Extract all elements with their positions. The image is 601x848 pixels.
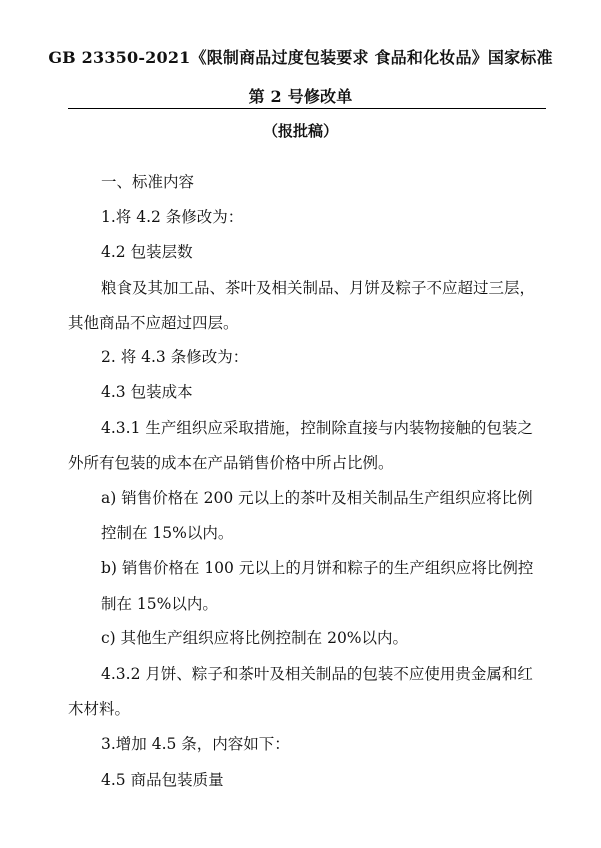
document-title-line-2: 第 2 号修改单	[248, 87, 353, 106]
draft-status-note: （报批稿）	[262, 122, 338, 140]
amendment-item-1: 1.将 4.2 条修改为：	[101, 208, 244, 226]
section-heading: 一、标准内容	[101, 173, 195, 191]
clause-4-3-1-line-1: 4.3.1 生产组织应采取措施，控制除直接与内装物接触的包装之	[101, 419, 533, 437]
amendment-item-3: 3.增加 4.5 条，内容如下：	[101, 735, 290, 753]
clause-item-b-line-1: b) 销售价格在 100 元以上的月饼和粽子的生产组织应将比例控	[101, 559, 534, 577]
clause-4-5-heading: 4.5 商品包装质量	[101, 771, 224, 789]
amendment-item-2: 2. 将 4.3 条修改为：	[101, 348, 249, 366]
clause-4-3-2-line-2: 木材料。	[68, 700, 131, 718]
clause-item-a-line-1: a) 销售价格在 200 元以上的茶叶及相关制品生产组织应将比例	[101, 489, 533, 507]
clause-4-2-text-line-2: 其他商品不应超过四层。	[68, 314, 239, 332]
clause-4-2-text-line-1: 粮食及其加工品、茶叶及相关制品、月饼及粽子不应超过三层，	[101, 279, 536, 297]
clause-item-b-line-2: 制在 15%以内。	[101, 595, 218, 613]
document-title-line-1: GB 23350-2021《限制商品过度包装要求 食品和化妆品》国家标准	[48, 48, 553, 67]
clause-4-2-heading: 4.2 包装层数	[101, 243, 193, 261]
title-underline-rule	[68, 108, 546, 109]
clause-4-3-1-line-2: 外所有包装的成本在产品销售价格中所占比例。	[68, 454, 394, 472]
clause-4-3-heading: 4.3 包装成本	[101, 383, 193, 401]
clause-item-c: c) 其他生产组织应将比例控制在 20%以内。	[101, 629, 409, 647]
clause-item-a-line-2: 控制在 15%以内。	[101, 524, 234, 542]
clause-4-3-2-line-1: 4.3.2 月饼、粽子和茶叶及相关制品的包装不应使用贵金属和红	[101, 665, 533, 683]
